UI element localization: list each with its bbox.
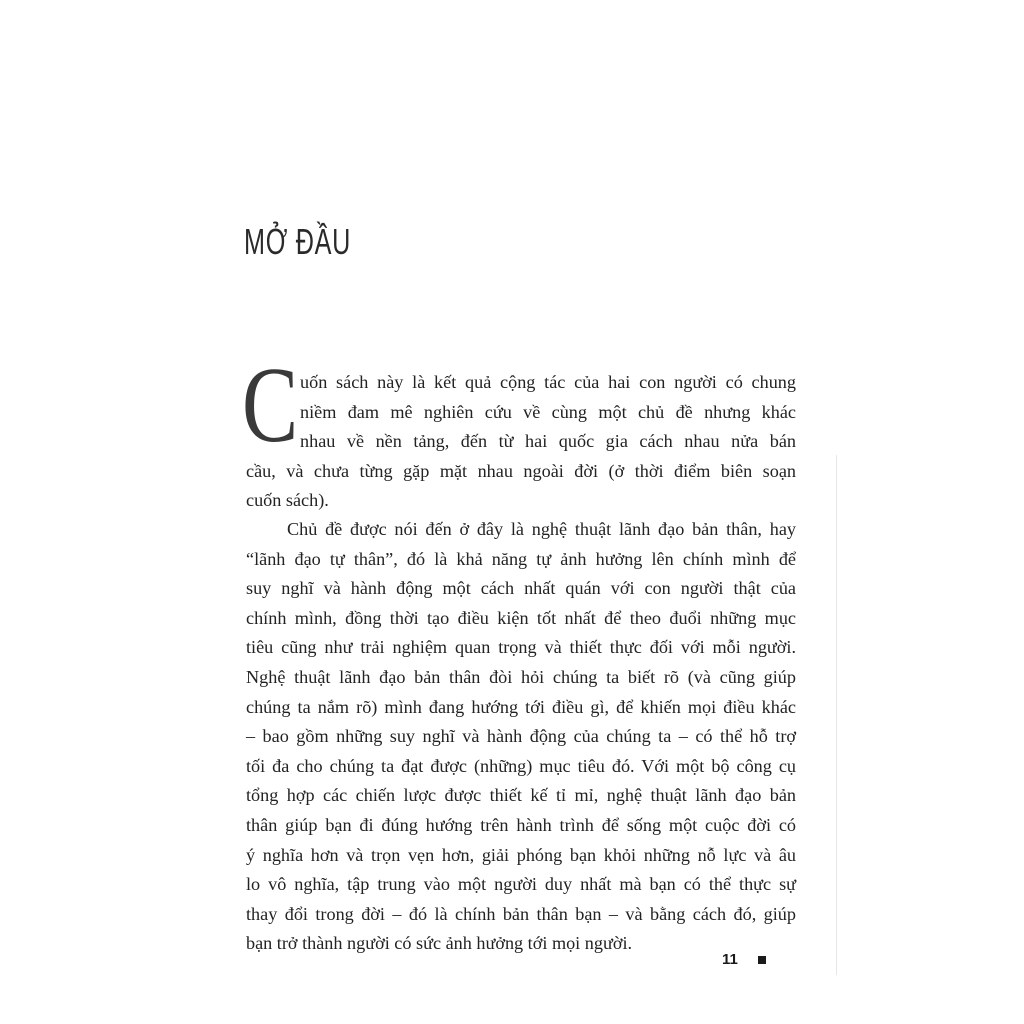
- page-number: 11: [722, 951, 738, 968]
- text-line: thay đổi trong đời – đó là chính bản thân bạn – và bằng cách đó, giúp: [246, 903, 796, 924]
- chapter-title: MỞ ĐẦU: [244, 221, 352, 262]
- page-edge-divider: [836, 455, 837, 975]
- text-line: chúng ta nắm rõ) mình đang hướng tới điều gì, để khiến mọi điều khác: [246, 696, 796, 717]
- text-line: tổng hợp các chiến lược được thiết kế tỉ mỉ, nghệ thuật lãnh đạo bản: [246, 785, 796, 806]
- page-marker-square: [758, 956, 766, 964]
- text-line: suy nghĩ và hành động một cách nhất quán với con người thật của: [246, 578, 796, 599]
- text-line: tiêu cũng như trải nghiệm quan trọng và thiết thực đối với mỗi người.: [246, 637, 796, 658]
- text-line: bạn trở thành người có sức ảnh hưởng tới mọi người.: [246, 933, 633, 954]
- text-line: cuốn sách).: [246, 490, 329, 511]
- text-line: nhau về nền tảng, đến từ hai quốc gia cách nhau nửa bán: [300, 431, 796, 452]
- drop-cap-letter: C: [242, 346, 299, 465]
- text-line: niềm đam mê nghiên cứu về cùng một chủ đề nhưng khác: [300, 401, 796, 422]
- text-line: “lãnh đạo tự thân”, đó là khả năng tự ảnh hưởng lên chính mình để: [246, 548, 796, 569]
- text-line: uốn sách này là kết quả cộng tác của hai con người có chung: [300, 372, 796, 392]
- text-line: lo vô nghĩa, tập trung vào một người duy nhất mà bạn có thể thực sự: [246, 874, 796, 895]
- text-line: ý nghĩa hơn và trọn vẹn hơn, giải phóng bạn khỏi những nỗ lực và âu: [246, 844, 796, 865]
- text-line: cầu, và chưa từng gặp mặt nhau ngoài đời (ở thời điểm biên soạn: [246, 460, 796, 481]
- text-line: thân giúp bạn đi đúng hướng trên hành trình để sống một cuộc đời có: [246, 814, 796, 835]
- text-line: – bao gồm những suy nghĩ và hành động của chúng ta – có thể hỗ trợ: [246, 726, 796, 747]
- text-line: Chủ đề được nói đến ở đây là nghệ thuật lãnh đạo bản thân, hay: [287, 519, 796, 539]
- intro-paragraph-1: [246, 368, 796, 516]
- text-line: tối đa cho chúng ta đạt được (những) mục tiêu đó. Với một bộ công cụ: [246, 755, 796, 776]
- intro-paragraph-2: [246, 515, 796, 959]
- text-line: chính mình, đồng thời tạo điều kiện tốt nhất để theo đuổi những mục: [246, 607, 796, 628]
- text-line: Nghệ thuật lãnh đạo bản thân đòi hỏi chúng ta biết rõ (và cũng giúp: [246, 666, 796, 687]
